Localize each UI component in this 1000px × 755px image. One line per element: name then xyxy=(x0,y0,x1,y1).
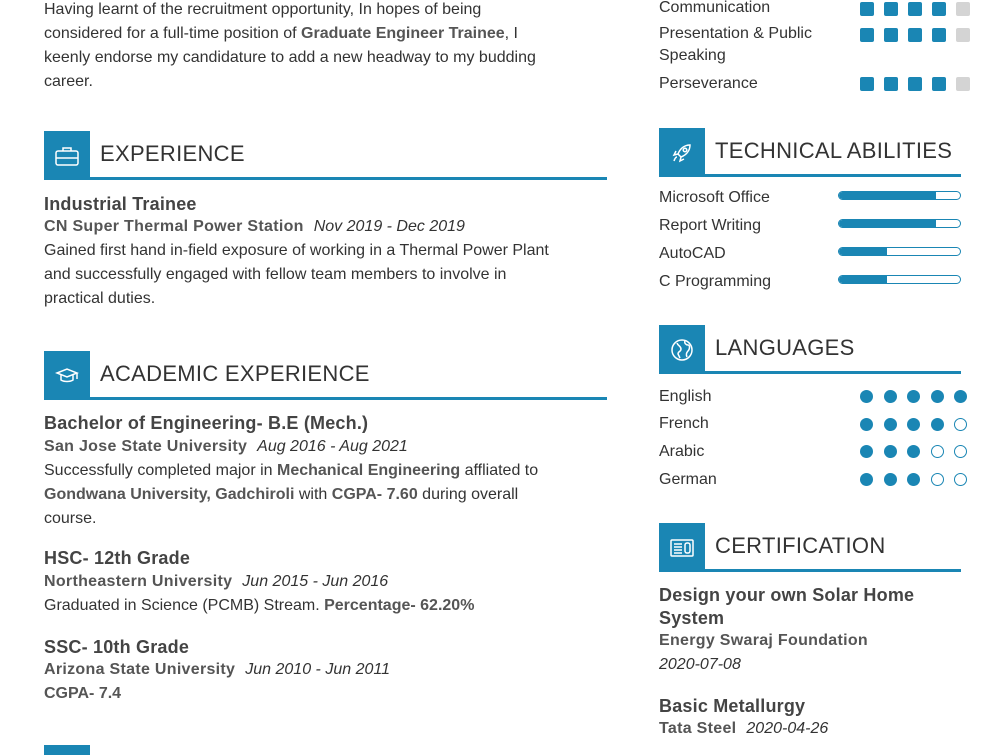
rating-square-filled xyxy=(908,28,922,42)
rating-square-empty xyxy=(956,2,970,16)
cert-title-line: System xyxy=(659,608,725,628)
skill-label xyxy=(659,23,812,67)
text-segment: Graduated in Science (PCMB) Stream. xyxy=(44,597,325,614)
rating-square-filled xyxy=(884,28,898,42)
rating-dot-filled xyxy=(907,390,920,403)
degree-title: SSC- 10th Grade xyxy=(44,637,190,657)
rating-dot-filled xyxy=(860,418,873,431)
rating-square-filled xyxy=(860,28,874,42)
rating-square-filled xyxy=(908,2,922,16)
rating-dot-filled xyxy=(860,473,873,486)
text-line xyxy=(44,239,549,263)
rating-dot-filled xyxy=(907,473,920,486)
text-line xyxy=(44,459,538,483)
cert-title xyxy=(659,584,914,630)
certification-section-header xyxy=(659,523,961,572)
text-line xyxy=(44,483,538,507)
cert-title: Basic Metallurgy xyxy=(659,696,806,716)
text-segment: Gained first hand in-field exposure of working in a Thermal Power Plant xyxy=(44,242,549,259)
skill-progress-fill xyxy=(839,276,887,283)
skill-progress-bar xyxy=(838,219,961,228)
rating-dot-filled xyxy=(860,390,873,403)
text-line xyxy=(44,70,536,94)
text-segment: keenly endorse my candidature to add a new headway to my budding xyxy=(44,49,536,66)
degree-description xyxy=(44,459,538,531)
rating-dot-filled xyxy=(907,418,920,431)
text-line xyxy=(44,0,536,22)
institution xyxy=(44,570,388,594)
text-segment: with xyxy=(294,486,332,503)
edu-date: Jun 2015 - Jun 2016 xyxy=(242,573,389,590)
highlight-text: Mechanical Engineering xyxy=(276,462,461,479)
rocket-icon xyxy=(659,128,705,177)
text-segment: Having learnt of the recruitment opportunity, In hopes of being xyxy=(44,1,482,18)
job-date: Nov 2019 - Dec 2019 xyxy=(313,218,465,235)
institution-name: Northeastern University xyxy=(44,573,233,590)
next-section-icon-box xyxy=(44,745,90,755)
rating-dot-filled xyxy=(860,445,873,458)
certificate-icon xyxy=(659,523,705,572)
rating-dot-filled xyxy=(884,445,897,458)
institution-name: San Jose State University xyxy=(44,438,248,455)
rating-dot-filled xyxy=(884,473,897,486)
text-segment: and successfully engaged with fellow team members to involve in xyxy=(44,266,507,283)
graduation-cap-icon xyxy=(44,351,90,400)
cert-org-name: Tata Steel xyxy=(659,720,737,737)
job-title: Industrial Trainee xyxy=(44,194,197,214)
rating-dot-filled xyxy=(931,390,944,403)
text-line xyxy=(44,22,536,46)
text-line xyxy=(44,46,536,70)
rating-dot-empty xyxy=(931,473,944,486)
skill-label: Perseverance xyxy=(659,75,758,92)
cert-date: 2020-07-08 xyxy=(659,656,741,673)
skill-progress-bar xyxy=(838,191,961,200)
languages-section-header xyxy=(659,325,961,374)
text-segment: during overall xyxy=(417,486,519,503)
section-title: ACADEMIC EXPERIENCE xyxy=(100,361,370,386)
text-line xyxy=(44,682,121,706)
cert-date: 2020-04-26 xyxy=(746,720,829,737)
text-segment: considered for a full-time position of xyxy=(44,25,302,42)
language-label: French xyxy=(659,415,709,432)
skill-progress-bar xyxy=(838,247,961,256)
text-segment: Successfully completed major in xyxy=(44,462,277,479)
rating-square-filled xyxy=(932,2,946,16)
rating-square-filled xyxy=(884,77,898,91)
edu-date: Jun 2010 - Jun 2011 xyxy=(245,661,390,678)
intro-paragraph xyxy=(44,0,536,94)
rating-square-filled xyxy=(860,77,874,91)
rating-square-filled xyxy=(932,77,946,91)
cert-org: Energy Swaraj Foundation xyxy=(659,632,869,649)
text-segment: course. xyxy=(44,510,97,527)
text-segment: career. xyxy=(44,73,93,90)
skill-progress-fill xyxy=(839,248,887,255)
text-segment: , I xyxy=(504,25,518,42)
institution xyxy=(44,435,408,459)
skill-progress-bar xyxy=(838,275,961,284)
globe-icon xyxy=(659,325,705,374)
company-name: CN Super Thermal Power Station xyxy=(44,218,304,235)
rating-dot-filled xyxy=(954,390,967,403)
text-line xyxy=(44,507,538,531)
job-org xyxy=(44,215,465,239)
section-title: TECHNICAL ABILITIES xyxy=(715,138,953,163)
rating-dot-filled xyxy=(884,390,897,403)
rating-dot-empty xyxy=(954,445,967,458)
text-segment: affliated to xyxy=(460,462,539,479)
academic-section-header xyxy=(44,351,607,400)
tech-label: Report Writing xyxy=(659,217,761,234)
rating-square-empty xyxy=(956,77,970,91)
rating-dot-empty xyxy=(931,445,944,458)
skill-progress-fill xyxy=(839,192,936,199)
rating-dot-empty xyxy=(954,473,967,486)
tech-label: C Programming xyxy=(659,273,772,290)
skill-progress-fill xyxy=(839,220,936,227)
highlight-text: CGPA- 7.4 xyxy=(44,685,122,702)
degree-title: HSC- 12th Grade xyxy=(44,548,191,568)
cert-org xyxy=(659,717,828,741)
rating-square-filled xyxy=(860,2,874,16)
technical-section-header xyxy=(659,128,961,177)
language-label: Arabic xyxy=(659,443,705,460)
rating-square-filled xyxy=(884,2,898,16)
experience-section-header xyxy=(44,131,607,180)
degree-description xyxy=(44,594,474,618)
degree-title: Bachelor of Engineering- B.E (Mech.) xyxy=(44,413,369,433)
highlight-text: CGPA- 7.60 xyxy=(331,486,418,503)
section-title: EXPERIENCE xyxy=(100,141,245,166)
highlight-text: Graduate Engineer Trainee xyxy=(301,25,505,42)
rating-dot-filled xyxy=(884,418,897,431)
language-label: German xyxy=(659,471,717,488)
rating-square-filled xyxy=(908,77,922,91)
highlight-text: Percentage- 62.20% xyxy=(324,597,475,614)
briefcase-icon xyxy=(44,131,90,180)
degree-description xyxy=(44,682,121,706)
tech-label: AutoCAD xyxy=(659,245,726,262)
rating-dot-filled xyxy=(931,418,944,431)
text-segment: practical duties. xyxy=(44,290,156,307)
tech-label: Microsoft Office xyxy=(659,189,770,206)
rating-dot-filled xyxy=(907,445,920,458)
highlight-text: Gondwana University, Gadchiroli xyxy=(44,486,295,503)
rating-square-filled xyxy=(932,28,946,42)
text-line xyxy=(44,263,549,287)
edu-date: Aug 2016 - Aug 2021 xyxy=(257,438,408,455)
text-line xyxy=(44,594,474,618)
cert-title-line: Design your own Solar Home xyxy=(659,585,915,605)
rating-square-empty xyxy=(956,28,970,42)
section-title: CERTIFICATION xyxy=(715,533,886,558)
skill-label-line: Speaking xyxy=(659,47,726,64)
skill-label: Communication xyxy=(659,0,771,16)
rating-dot-empty xyxy=(954,418,967,431)
job-description xyxy=(44,239,549,311)
language-label: English xyxy=(659,388,712,405)
section-title: LANGUAGES xyxy=(715,335,855,360)
institution-name: Arizona State University xyxy=(44,661,236,678)
text-line xyxy=(44,287,549,311)
skill-label-line: Presentation & Public xyxy=(659,25,812,42)
institution xyxy=(44,658,390,682)
